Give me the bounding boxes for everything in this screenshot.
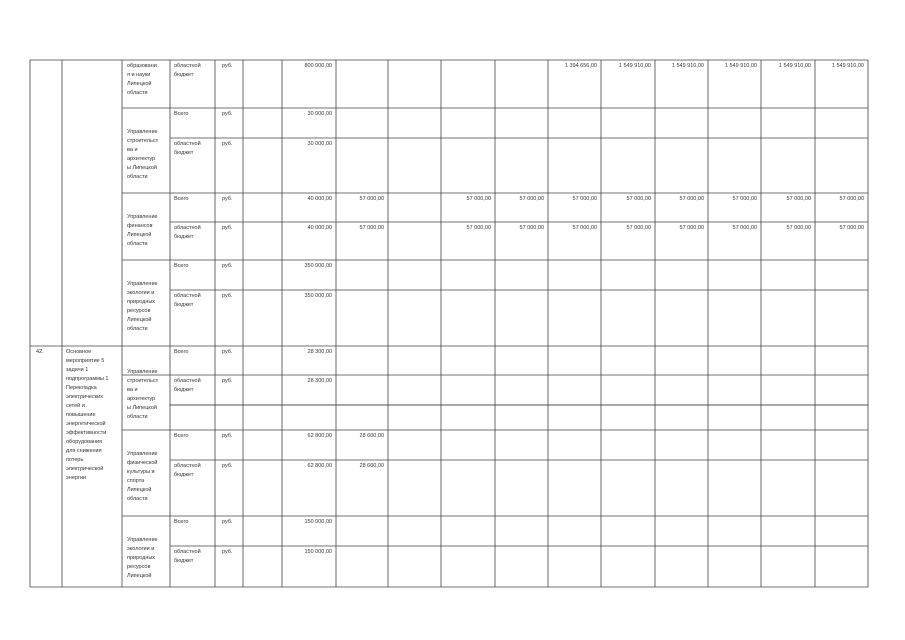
unit-label: руб. bbox=[222, 141, 233, 147]
unit-label: руб. bbox=[222, 263, 233, 269]
year-amount: 57 000,00 bbox=[786, 196, 811, 202]
year-amount: 57 000,00 bbox=[786, 225, 811, 231]
total-label: Всего bbox=[174, 263, 189, 269]
activity-title: Основное мероприятие 5 задачи 1 подпрограммы 1 Перекладка электрических сетей и повышение энергетической эффективности оборудования для снижения потерь электрической энергии bbox=[66, 349, 109, 481]
unit-label: руб. bbox=[222, 549, 233, 555]
funding-source-label: областной бюджет bbox=[174, 63, 201, 78]
unit-label: руб. bbox=[222, 111, 233, 117]
year-amount: 28 600,00 bbox=[359, 433, 384, 439]
unit-label: руб. bbox=[222, 225, 233, 231]
year-amount: 57 000,00 bbox=[466, 196, 491, 202]
year-amount: 57 000,00 bbox=[359, 225, 384, 231]
amount-total: 30 000,00 bbox=[307, 111, 332, 117]
unit-label: руб. bbox=[222, 519, 233, 525]
year-amount: 57 000,00 bbox=[679, 196, 704, 202]
amount-total: 40 000,00 bbox=[307, 196, 332, 202]
amount-total: 62 800,00 bbox=[307, 463, 332, 469]
amount-total: 30 000,00 bbox=[307, 141, 332, 147]
org-name: Управление экологии и природных ресурсов Липецкой области bbox=[127, 281, 158, 332]
year-amount: 57 000,00 bbox=[732, 225, 757, 231]
amount-total: 28 300,00 bbox=[307, 378, 332, 384]
year-amount: 57 000,00 bbox=[839, 225, 864, 231]
total-label: Всего bbox=[174, 519, 189, 525]
unit-label: руб. bbox=[222, 196, 233, 202]
funding-source-label: областной бюджет bbox=[174, 549, 201, 564]
unit-label: руб. bbox=[222, 63, 233, 69]
org-name: Управление финансов Липецкой области bbox=[127, 214, 158, 247]
funding-source-label: областной бюджет bbox=[174, 293, 201, 308]
year-amount: 57 000,00 bbox=[519, 225, 544, 231]
year-amount: 1 549 910,00 bbox=[618, 63, 651, 69]
org-name: Управление строительст ва и архитектур ы Липецкой области bbox=[127, 369, 159, 420]
org-name: Управление физической культуры и спорта Липецкой области bbox=[127, 451, 158, 502]
unit-label: руб. bbox=[222, 349, 233, 355]
funding-source-label: областной бюджет bbox=[174, 225, 201, 240]
row-number: 42. bbox=[36, 349, 44, 355]
year-amount: 1 549 910,00 bbox=[831, 63, 864, 69]
funding-source-label: областной бюджет bbox=[174, 463, 201, 478]
unit-label: руб. bbox=[222, 433, 233, 439]
amount-total: 150 000,00 bbox=[304, 519, 332, 525]
year-amount: 1 394 656,00 bbox=[564, 63, 597, 69]
total-label: Всего bbox=[174, 196, 189, 202]
unit-label: руб. bbox=[222, 293, 233, 299]
year-amount: 57 000,00 bbox=[732, 196, 757, 202]
amount-total: 350 000,00 bbox=[304, 263, 332, 269]
year-amount: 57 000,00 bbox=[572, 225, 597, 231]
unit-label: руб. bbox=[222, 463, 233, 469]
year-amount: 57 000,00 bbox=[626, 225, 651, 231]
year-amount: 1 549 910,00 bbox=[724, 63, 757, 69]
year-amount: 1 549 910,00 bbox=[671, 63, 704, 69]
year-amount: 57 000,00 bbox=[466, 225, 491, 231]
total-label: Всего bbox=[174, 433, 189, 439]
funding-source-label: областной бюджет bbox=[174, 141, 201, 156]
org-name: Управление экологии и природных ресурсов Липецкой bbox=[127, 537, 158, 579]
year-amount: 57 000,00 bbox=[679, 225, 704, 231]
unit-label: руб. bbox=[222, 378, 233, 384]
year-amount: 1 549 910,00 bbox=[778, 63, 811, 69]
year-amount: 57 000,00 bbox=[359, 196, 384, 202]
year-amount: 57 000,00 bbox=[519, 196, 544, 202]
amount-total: 800 000,00 bbox=[304, 63, 332, 69]
amount-total: 62 800,00 bbox=[307, 433, 332, 439]
year-amount: 57 000,00 bbox=[626, 196, 651, 202]
total-label: Всего bbox=[174, 111, 189, 117]
amount-total: 40 000,00 bbox=[307, 225, 332, 231]
year-amount: 57 000,00 bbox=[839, 196, 864, 202]
amount-total: 350 000,00 bbox=[304, 293, 332, 299]
amount-total: 150 000,00 bbox=[304, 549, 332, 555]
org-name: Управление строительст ва и архитектур ы Липецкой области bbox=[127, 129, 159, 180]
org-name: образовани я и науки Липецкой области bbox=[127, 63, 157, 96]
amount-total: 28 300,00 bbox=[307, 349, 332, 355]
funding-source-label: областной бюджет bbox=[174, 378, 201, 393]
total-label: Всего bbox=[174, 349, 189, 355]
year-amount: 28 600,00 bbox=[359, 463, 384, 469]
year-amount: 57 000,00 bbox=[572, 196, 597, 202]
